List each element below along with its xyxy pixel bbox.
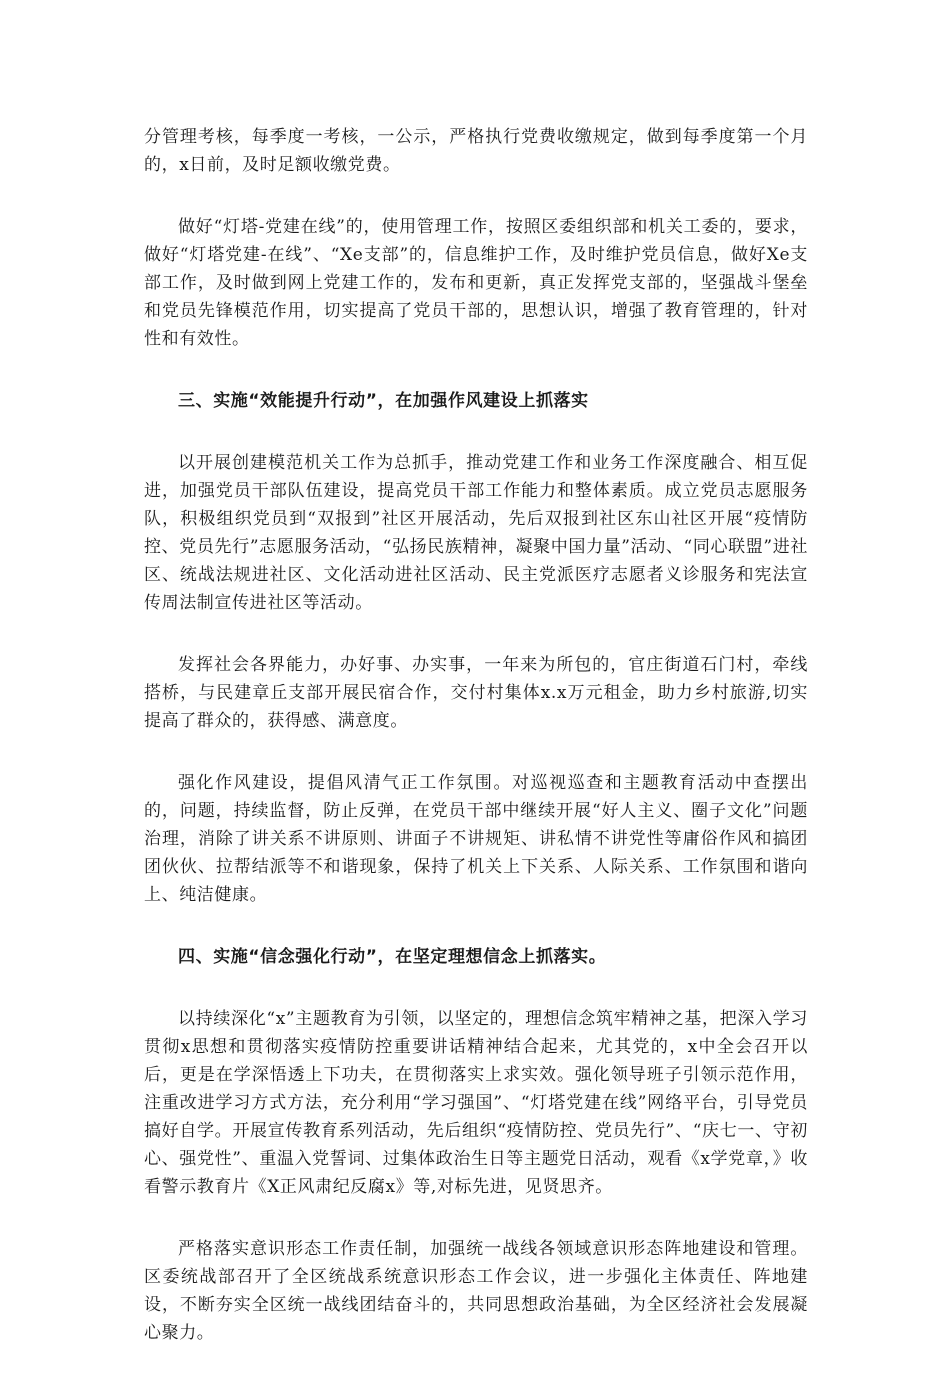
section-heading-4: 四、实施“信念强化行动”，在坚定理想信念上抓落实。 [178, 947, 607, 967]
paragraph-work-style: 强化作风建设，提倡风清气正工作氛围。对巡视巡查和主题教育活动中查摆出的，问题，持续监督，防止反弹，在党员干部中继续开展“好人主义、圈子文化”问题治理，消除了讲关系不讲原则、讲面子不讲规矩、讲私情不讲党性等庸俗作风和搞团团伙伙、拉帮结派等不和谐现象，保持了机关上下关系、人际关系、工作氛围和谐向上、纯洁健康。 [144, 773, 808, 905]
paragraph-continued: 分管理考核，每季度一考核，一公示，严格执行党费收缴规定，做到每季度第一个月的，x日前，及时足额收缴党费。 [144, 127, 808, 175]
paragraph-model-organ: 以开展创建模范机关工作为总抓手，推动党建工作和业务工作深度融合、相互促进，加强党员干部队伍建设，提高党员干部工作能力和整体素质。成立党员志愿服务队，积极组织党员到“双报到”社区开展活动，先后双报到社区东山社区开展“疫情防控、党员先行”志愿服务活动，“弘扬民族精神，凝聚中国力量”活动、“同心联盟”进社区、统战法规进社区、文化活动进社区活动、民主党派医疗志愿者义诊服务和宪法宣传周法制宣传进社区等活动。 [144, 453, 808, 613]
section-heading-3: 三、实施“效能提升行动”，在加强作风建设上抓落实 [178, 391, 589, 411]
paragraph-social-capacity: 发挥社会各界能力，办好事、办实事，一年来为所包的，官庄街道石门村，牵线搭桥，与民建章丘支部开展民宿合作，交付村集体x.x万元租金，助力乡村旅游,切实提高了群众的，获得感、满意度。 [144, 655, 808, 731]
paragraph-theme-education: 以持续深化“x”主题教育为引领，以坚定的，理想信念筑牢精神之基，把深入学习贯彻x思想和贯彻落实疫情防控重要讲话精神结合起来，尤其党的，x中全会召开以后，更是在学深悟透上下功夫，在贯彻落实上求实效。强化领导班子引领示范作用，注重改进学习方式方法，充分利用“学习强国”、“灯塔党建在线”网络平台，引导党员搞好自学。开展宣传教育系列活动，先后组织“疫情防控、党员先行”、“庆七一、守初心、强党性”、重温入党誓词、过集体政治生日等主题党日活动，观看《x学党章，》收看警示教育片《X正风肃纪反腐x》等,对标先进，见贤思齐。 [144, 1009, 808, 1197]
paragraph-ideology-responsibility: 严格落实意识形态工作责任制，加强统一战线各领域意识形态阵地建设和管理。区委统战部召开了全区统战系统意识形态工作会议，进一步强化主体责任、阵地建设，不断夯实全区统一战线团结奋斗的，共同思想政治基础，为全区经济社会发展凝心聚力。 [144, 1239, 808, 1343]
paragraph-dengta-party-online: 做好“灯塔-党建在线”的，使用管理工作，按照区委组织部和机关工委的，要求，做好“灯塔党建-在线”、“Xe支部”的，信息维护工作，及时维护党员信息，做好Xe支部工作，及时做到网上党建工作的，发布和更新，真正发挥党支部的，坚强战斗堡垒和党员先锋模范作用，切实提高了党员干部的，思想认识，增强了教育管理的，针对性和有效性。 [144, 217, 808, 349]
document-page [144, 123, 808, 1381]
